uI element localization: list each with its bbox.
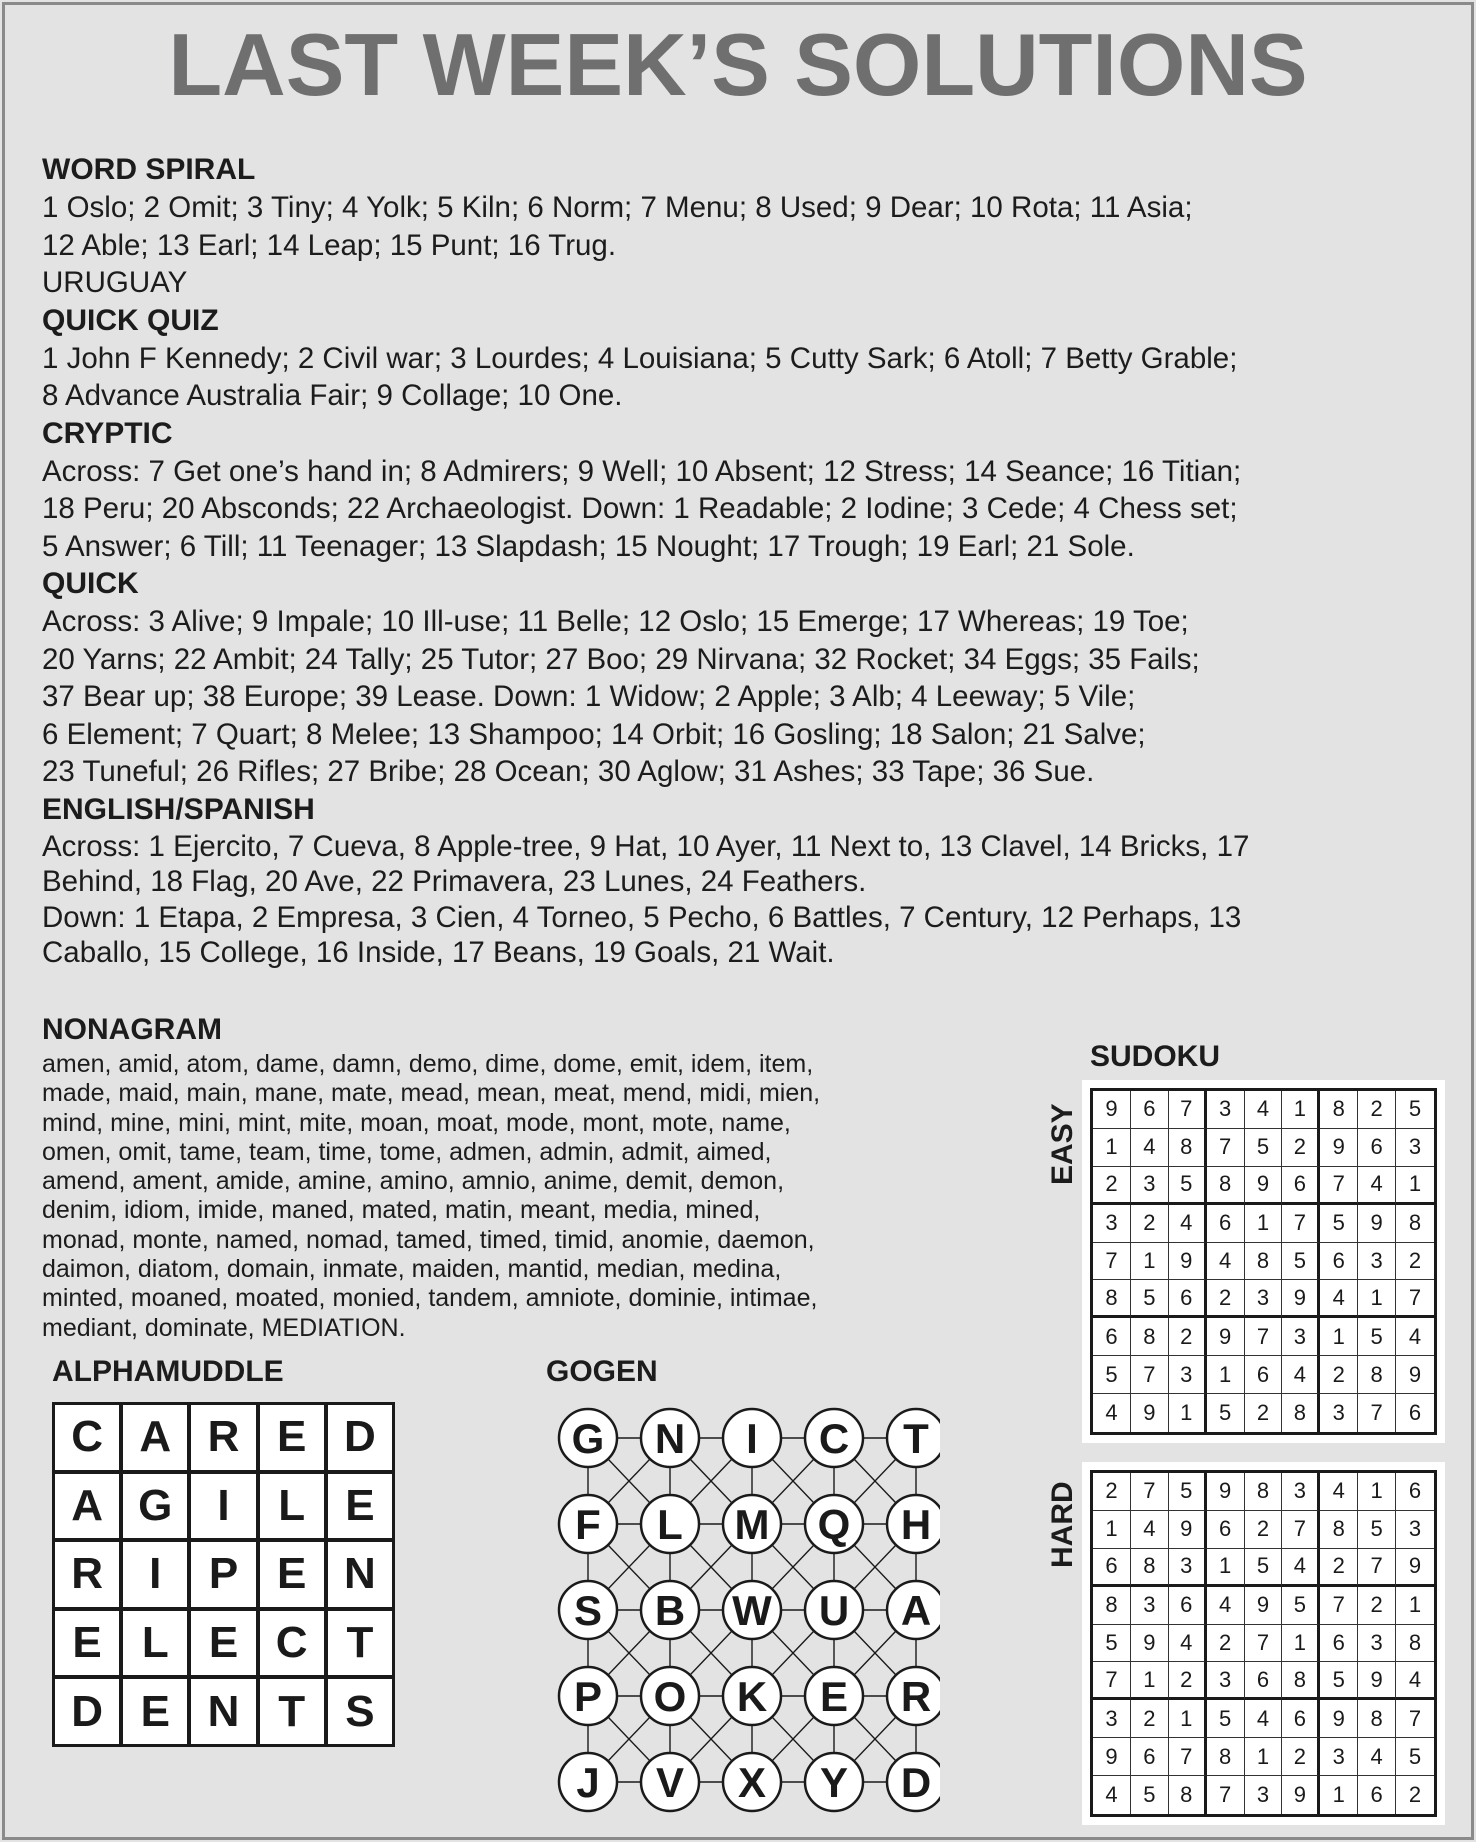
sudoku-cell: 8 — [1093, 1280, 1131, 1318]
gogen-letter: F — [575, 1501, 601, 1548]
sudoku-cell: 6 — [1358, 1129, 1396, 1167]
sudoku-cell: 4 — [1169, 1205, 1207, 1243]
alphamuddle-cell: E — [55, 1611, 119, 1676]
sudoku-cell: 9 — [1282, 1776, 1320, 1814]
sudoku-cell: 2 — [1396, 1776, 1434, 1814]
sudoku-cell: 4 — [1282, 1549, 1320, 1587]
sudoku-cell: 5 — [1169, 1473, 1207, 1511]
alphamuddle-title: ALPHAMUDDLE — [52, 1355, 284, 1388]
sudoku-cell: 5 — [1358, 1511, 1396, 1549]
sudoku-cell: 1 — [1093, 1511, 1131, 1549]
solutions-text — [42, 151, 1442, 971]
sudoku-cell: 4 — [1396, 1662, 1434, 1700]
sudoku-cell: 1 — [1207, 1356, 1245, 1394]
sudoku-cell: 5 — [1282, 1243, 1320, 1281]
section-line: omen, omit, tame, team, time, tome, admen, admin, admit, aimed, — [42, 1137, 772, 1166]
sudoku-cell: 3 — [1169, 1356, 1207, 1394]
sudoku-cell: 7 — [1131, 1356, 1169, 1394]
alphamuddle-cell: T — [260, 1679, 324, 1744]
section-word-spiral — [42, 151, 1442, 302]
sudoku-cell: 9 — [1245, 1587, 1283, 1625]
alphamuddle-cell: R — [55, 1542, 119, 1607]
sudoku-cell: 5 — [1131, 1280, 1169, 1318]
gogen-letter: G — [571, 1415, 605, 1462]
sudoku-cell: 1 — [1282, 1625, 1320, 1663]
sudoku-cell: 4 — [1282, 1356, 1320, 1394]
sudoku-cell: 9 — [1358, 1205, 1396, 1243]
sudoku-cell: 9 — [1131, 1394, 1169, 1432]
sudoku-cell: 9 — [1093, 1738, 1131, 1776]
sudoku-cell: 9 — [1207, 1473, 1245, 1511]
alphamuddle-cell: N — [328, 1542, 392, 1607]
alphamuddle-cell: A — [55, 1474, 119, 1539]
sudoku-cell: 2 — [1131, 1205, 1169, 1243]
sudoku-cell: 2 — [1131, 1700, 1169, 1738]
sudoku-cell: 6 — [1396, 1394, 1434, 1432]
section-title: QUICK — [42, 567, 139, 600]
sudoku-cell: 6 — [1207, 1205, 1245, 1243]
sudoku-cell: 6 — [1320, 1243, 1358, 1281]
sudoku-cell: 4 — [1245, 1700, 1283, 1738]
sudoku-cell: 8 — [1169, 1129, 1207, 1167]
sudoku-cell: 6 — [1093, 1549, 1131, 1587]
alphamuddle-cell: P — [191, 1542, 255, 1607]
sudoku-cell: 9 — [1131, 1625, 1169, 1663]
sudoku-cell: 2 — [1169, 1318, 1207, 1356]
sudoku-cell: 4 — [1358, 1738, 1396, 1776]
gogen-letter: K — [736, 1673, 768, 1720]
gogen-letter: X — [737, 1759, 767, 1806]
sudoku-hard-label: HARD — [1046, 1481, 1079, 1568]
sudoku-cell: 2 — [1358, 1587, 1396, 1625]
sudoku-cell: 1 — [1169, 1394, 1207, 1432]
gogen-grid — [550, 1400, 940, 1820]
sudoku-cell: 8 — [1396, 1625, 1434, 1663]
section-line: Down: 1 Etapa, 2 Empresa, 3 Cien, 4 Torneo, 5 Pecho, 6 Battles, 7 Century, 12 Perhaps, 13 — [42, 900, 1242, 934]
sudoku-cell: 5 — [1169, 1167, 1207, 1205]
sudoku-cell: 6 — [1207, 1511, 1245, 1549]
sudoku-cell: 6 — [1282, 1700, 1320, 1738]
sudoku-cell: 3 — [1207, 1662, 1245, 1700]
sudoku-cell: 4 — [1396, 1318, 1434, 1356]
sudoku-cell: 4 — [1131, 1129, 1169, 1167]
sudoku-cell: 1 — [1131, 1662, 1169, 1700]
alphamuddle-cell: D — [328, 1405, 392, 1470]
page-title: LAST WEEK’S SOLUTIONS — [168, 15, 1308, 114]
sudoku-cell: 5 — [1093, 1356, 1131, 1394]
sudoku-cell: 1 — [1207, 1549, 1245, 1587]
sudoku-cell: 2 — [1245, 1511, 1283, 1549]
sudoku-cell: 1 — [1358, 1280, 1396, 1318]
section-line: mind, mine, mini, mint, mite, moan, moat, mode, mont, mote, name, — [42, 1108, 791, 1137]
alphamuddle-cell: C — [260, 1611, 324, 1676]
sudoku-cell: 5 — [1396, 1091, 1434, 1129]
sudoku-easy-label: EASY — [1046, 1103, 1079, 1185]
sudoku-cell: 2 — [1282, 1738, 1320, 1776]
sudoku-cell: 7 — [1282, 1511, 1320, 1549]
section-title: NONAGRAM — [42, 1013, 222, 1046]
sudoku-cell: 5 — [1245, 1129, 1283, 1167]
alphamuddle-cell: R — [191, 1405, 255, 1470]
alphamuddle-cell: N — [191, 1679, 255, 1744]
sudoku-cell: 3 — [1093, 1205, 1131, 1243]
sudoku-cell: 7 — [1320, 1587, 1358, 1625]
gogen-letter: Y — [819, 1759, 849, 1806]
sudoku-cell: 9 — [1358, 1662, 1396, 1700]
sudoku-hard — [1082, 1462, 1445, 1825]
sudoku-cell: 1 — [1245, 1738, 1283, 1776]
sudoku-cell: 8 — [1282, 1394, 1320, 1432]
alphamuddle-cell: D — [55, 1679, 119, 1744]
gogen-letter: C — [818, 1415, 850, 1462]
sudoku-cell: 7 — [1245, 1625, 1283, 1663]
sudoku-cell: 2 — [1093, 1167, 1131, 1205]
gogen-letter: Q — [817, 1501, 851, 1548]
sudoku-cell: 7 — [1207, 1129, 1245, 1167]
section-title: CRYPTIC — [42, 416, 173, 450]
sudoku-title: SUDOKU — [1090, 1040, 1221, 1073]
sudoku-cell: 4 — [1207, 1587, 1245, 1625]
section-line: 18 Peru; 20 Absconds; 22 Archaeologist. Down: 1 Readable; 2 Iodine; 3 Cede; 4 Chess set; — [42, 492, 1238, 525]
sudoku-cell: 9 — [1207, 1318, 1245, 1356]
sudoku-cell: 3 — [1320, 1738, 1358, 1776]
alphamuddle-cell: I — [191, 1474, 255, 1539]
alphamuddle-cell: L — [260, 1474, 324, 1539]
sudoku-cell: 4 — [1093, 1776, 1131, 1814]
alphamuddle-cell: C — [55, 1405, 119, 1470]
sudoku-cell: 6 — [1245, 1356, 1283, 1394]
gogen-letter: N — [654, 1415, 686, 1462]
sudoku-cell: 7 — [1396, 1700, 1434, 1738]
section-line: minted, moaned, moated, monied, tandem, amniote, dominie, intimae, — [42, 1284, 818, 1313]
sudoku-cell: 7 — [1245, 1318, 1283, 1356]
section-quick-quiz — [42, 302, 1442, 415]
section-cryptic — [42, 415, 1442, 566]
section-line: 5 Answer; 6 Till; 11 Teenager; 13 Slapdash; 15 Nought; 17 Trough; 19 Earl; 21 Sole. — [42, 529, 1135, 563]
sudoku-cell: 3 — [1396, 1511, 1434, 1549]
sudoku-cell: 9 — [1320, 1129, 1358, 1167]
sudoku-cell: 7 — [1169, 1091, 1207, 1129]
sudoku-cell: 7 — [1093, 1662, 1131, 1700]
sudoku-cell: 3 — [1282, 1473, 1320, 1511]
sudoku-cell: 8 — [1093, 1587, 1131, 1625]
sudoku-cell: 7 — [1282, 1205, 1320, 1243]
sudoku-cell: 9 — [1282, 1280, 1320, 1318]
sudoku-easy-grid — [1090, 1088, 1437, 1435]
sudoku-cell: 9 — [1396, 1356, 1434, 1394]
sudoku-cell: 8 — [1396, 1205, 1434, 1243]
sudoku-cell: 2 — [1207, 1625, 1245, 1663]
section-line: 8 Advance Australia Fair; 9 Collage; 10 One. — [42, 379, 623, 412]
sudoku-cell: 7 — [1358, 1394, 1396, 1432]
section-line: Across: 1 Ejercito, 7 Cueva, 8 Apple-tree, 9 Hat, 10 Ayer, 11 Next to, 13 Clavel, 14 Bricks, 17 — [42, 829, 1250, 863]
sudoku-cell: 2 — [1245, 1394, 1283, 1432]
sudoku-cell: 2 — [1093, 1473, 1131, 1511]
section-line: Across: 7 Get one’s hand in; 8 Admirers; 9 Well; 10 Absent; 12 Stress; 14 Seance; 16 Titian; — [42, 454, 1242, 488]
sudoku-cell: 9 — [1169, 1511, 1207, 1549]
gogen-letter: E — [819, 1673, 849, 1720]
gogen-letter: A — [900, 1587, 932, 1634]
sudoku-cell: 1 — [1245, 1205, 1283, 1243]
section-line: 12 Able; 13 Earl; 14 Leap; 15 Punt; 16 Trug. — [42, 228, 617, 262]
sudoku-cell: 5 — [1396, 1738, 1434, 1776]
sudoku-cell: 5 — [1093, 1625, 1131, 1663]
sudoku-cell: 9 — [1093, 1091, 1131, 1129]
sudoku-cell: 8 — [1207, 1167, 1245, 1205]
sudoku-cell: 6 — [1131, 1091, 1169, 1129]
sudoku-cell: 1 — [1093, 1129, 1131, 1167]
sudoku-cell: 8 — [1169, 1776, 1207, 1814]
sudoku-cell: 7 — [1358, 1549, 1396, 1587]
sudoku-cell: 8 — [1131, 1549, 1169, 1587]
sudoku-cell: 8 — [1245, 1243, 1283, 1281]
alphamuddle-cell: I — [123, 1542, 187, 1607]
sudoku-cell: 6 — [1282, 1167, 1320, 1205]
alphamuddle-cell: E — [123, 1679, 187, 1744]
sudoku-cell: 7 — [1320, 1167, 1358, 1205]
sudoku-cell: 7 — [1131, 1473, 1169, 1511]
sudoku-cell: 8 — [1207, 1738, 1245, 1776]
sudoku-cell: 8 — [1282, 1662, 1320, 1700]
sudoku-cell: 5 — [1207, 1700, 1245, 1738]
sudoku-cell: 1 — [1131, 1243, 1169, 1281]
gogen-letter: T — [903, 1415, 929, 1462]
sudoku-cell: 1 — [1282, 1091, 1320, 1129]
section-title: WORD SPIRAL — [42, 153, 256, 186]
sudoku-cell: 1 — [1358, 1473, 1396, 1511]
gogen-letter: M — [734, 1501, 770, 1548]
sudoku-cell: 6 — [1320, 1625, 1358, 1663]
sudoku-cell: 9 — [1169, 1243, 1207, 1281]
section-line: Caballo, 15 College, 16 Inside, 17 Beans, 19 Goals, 21 Wait. — [42, 936, 835, 969]
sudoku-cell: 5 — [1320, 1205, 1358, 1243]
sudoku-cell: 8 — [1358, 1700, 1396, 1738]
gogen-letter: J — [576, 1759, 600, 1806]
gogen-letter: P — [573, 1673, 603, 1720]
sudoku-cell: 5 — [1207, 1394, 1245, 1432]
sudoku-cell: 5 — [1358, 1318, 1396, 1356]
sudoku-cell: 5 — [1320, 1662, 1358, 1700]
gogen-title: GOGEN — [546, 1355, 658, 1388]
sudoku-cell: 8 — [1358, 1356, 1396, 1394]
gogen-letter: S — [573, 1587, 603, 1634]
section-line: 37 Bear up; 38 Europe; 39 Lease. Down: 1 Widow; 2 Apple; 3 Alb; 4 Leeway; 5 Vile; — [42, 680, 1136, 713]
section-line: Across: 3 Alive; 9 Impale; 10 Ill-use; 11 Belle; 12 Oslo; 15 Emerge; 17 Whereas; 19 Toe; — [42, 605, 1189, 638]
section-line: monad, monte, named, nomad, tamed, timed, timid, anomie, daemon, — [42, 1225, 815, 1254]
gogen-letter: O — [653, 1673, 687, 1720]
sudoku-cell: 8 — [1245, 1473, 1283, 1511]
sudoku-cell: 8 — [1131, 1318, 1169, 1356]
alphamuddle-grid — [52, 1402, 395, 1747]
sudoku-cell: 9 — [1320, 1700, 1358, 1738]
gogen-letter: R — [900, 1673, 932, 1720]
sudoku-cell: 4 — [1207, 1243, 1245, 1281]
section-line: 20 Yarns; 22 Ambit; 24 Tally; 25 Tutor; 27 Boo; 29 Nirvana; 32 Rocket; 34 Eggs; 35 Fails; — [42, 642, 1200, 676]
section-line: 1 John F Kennedy; 2 Civil war; 3 Lourdes; 4 Louisiana; 5 Cutty Sark; 6 Atoll; 7 Betty Grable; — [42, 341, 1238, 375]
alphamuddle-cell: S — [328, 1679, 392, 1744]
sudoku-cell: 2 — [1320, 1549, 1358, 1587]
alphamuddle-cell: E — [191, 1611, 255, 1676]
sudoku-cell: 6 — [1396, 1473, 1434, 1511]
sudoku-cell: 3 — [1396, 1129, 1434, 1167]
section-line: 6 Element; 7 Quart; 8 Melee; 13 Shampoo; 14 Orbit; 16 Gosling; 18 Salon; 21 Salve; — [42, 717, 1146, 751]
section-line: amen, amid, atom, dame, damn, demo, dime, dome, emit, idem, item, — [42, 1050, 814, 1078]
sudoku-cell: 8 — [1320, 1511, 1358, 1549]
alphamuddle-cell: A — [123, 1405, 187, 1470]
sudoku-cell: 3 — [1282, 1318, 1320, 1356]
alphamuddle-cell: E — [260, 1405, 324, 1470]
sudoku-cell: 4 — [1131, 1511, 1169, 1549]
section-nonagram — [42, 1010, 972, 1343]
sudoku-cell: 3 — [1131, 1167, 1169, 1205]
gogen-letter: D — [900, 1759, 932, 1806]
sudoku-cell: 5 — [1282, 1587, 1320, 1625]
alphamuddle-cell: L — [123, 1611, 187, 1676]
sudoku-cell: 4 — [1358, 1167, 1396, 1205]
sudoku-cell: 3 — [1207, 1091, 1245, 1129]
sudoku-cell: 2 — [1320, 1356, 1358, 1394]
gogen-letter: W — [732, 1587, 772, 1634]
section-line: denim, idiom, imide, maned, mated, matin, meant, media, mined, — [42, 1196, 761, 1225]
sudoku-cell: 3 — [1358, 1625, 1396, 1663]
sudoku-cell: 6 — [1131, 1738, 1169, 1776]
sudoku-cell: 7 — [1093, 1243, 1131, 1281]
section-line: URUGUAY — [42, 266, 188, 299]
sudoku-cell: 2 — [1207, 1280, 1245, 1318]
section-line: Behind, 18 Flag, 20 Ave, 22 Primavera, 23 Lunes, 24 Feathers. — [42, 865, 867, 898]
sudoku-cell: 1 — [1396, 1167, 1434, 1205]
alphamuddle-cell: T — [328, 1611, 392, 1676]
sudoku-cell: 8 — [1320, 1091, 1358, 1129]
section-title: QUICK QUIZ — [42, 303, 219, 337]
sudoku-cell: 3 — [1358, 1243, 1396, 1281]
sudoku-cell: 1 — [1320, 1776, 1358, 1814]
sudoku-cell: 5 — [1131, 1776, 1169, 1814]
gogen-letter: B — [654, 1587, 686, 1634]
sudoku-cell: 3 — [1093, 1700, 1131, 1738]
gogen-letter: H — [900, 1501, 932, 1548]
gogen-letter: I — [746, 1415, 758, 1462]
section-line: made, maid, main, mane, mate, mead, mean, meat, mend, midi, mien, — [42, 1079, 821, 1108]
sudoku-cell: 2 — [1358, 1091, 1396, 1129]
sudoku-cell: 7 — [1396, 1280, 1434, 1318]
sudoku-cell: 4 — [1169, 1625, 1207, 1663]
sudoku-cell: 2 — [1282, 1129, 1320, 1167]
gogen-letter: V — [655, 1759, 685, 1806]
section-line: amend, ament, amide, amine, amino, amnio, anime, demit, demon, — [42, 1167, 785, 1196]
sudoku-cell: 6 — [1358, 1776, 1396, 1814]
sudoku-cell: 3 — [1131, 1587, 1169, 1625]
section-line: 1 Oslo; 2 Omit; 3 Tiny; 4 Yolk; 5 Kiln; 6 Norm; 7 Menu; 8 Used; 9 Dear; 10 Rota; 11 Asia; — [42, 191, 1193, 224]
sudoku-cell: 3 — [1245, 1776, 1283, 1814]
sudoku-cell: 9 — [1396, 1549, 1434, 1587]
sudoku-hard-grid — [1090, 1470, 1437, 1817]
sudoku-cell: 4 — [1320, 1280, 1358, 1318]
sudoku-cell: 1 — [1396, 1587, 1434, 1625]
sudoku-cell: 2 — [1396, 1243, 1434, 1281]
alphamuddle-cell: E — [328, 1474, 392, 1539]
sudoku-cell: 4 — [1093, 1394, 1131, 1432]
section-quick — [42, 565, 1442, 791]
sudoku-cell: 3 — [1245, 1280, 1283, 1318]
sudoku-cell: 3 — [1320, 1394, 1358, 1432]
sudoku-cell: 4 — [1320, 1473, 1358, 1511]
sudoku-cell: 1 — [1320, 1318, 1358, 1356]
sudoku-cell: 2 — [1169, 1662, 1207, 1700]
sudoku-cell: 6 — [1093, 1318, 1131, 1356]
alphamuddle-cell: E — [260, 1542, 324, 1607]
sudoku-cell: 3 — [1169, 1549, 1207, 1587]
alphamuddle-cell: G — [123, 1474, 187, 1539]
sudoku-cell: 5 — [1245, 1549, 1283, 1587]
sudoku-cell: 9 — [1245, 1167, 1283, 1205]
sudoku-cell: 6 — [1169, 1280, 1207, 1318]
sudoku-easy — [1082, 1080, 1445, 1443]
sudoku-cell: 6 — [1169, 1587, 1207, 1625]
sudoku-cell: 4 — [1245, 1091, 1283, 1129]
section-english-spanish — [42, 791, 1442, 971]
sudoku-cell: 7 — [1169, 1738, 1207, 1776]
section-line: mediant, dominate, MEDIATION. — [42, 1313, 406, 1342]
gogen-letter: U — [818, 1587, 850, 1634]
sudoku-cell: 6 — [1245, 1662, 1283, 1700]
section-line: daimon, diatom, domain, inmate, maiden, mantid, median, medina, — [42, 1255, 782, 1284]
sudoku-cell: 1 — [1169, 1700, 1207, 1738]
section-line: 23 Tuneful; 26 Rifles; 27 Bribe; 28 Ocean; 30 Aglow; 31 Ashes; 33 Tape; 36 Sue. — [42, 755, 1095, 788]
sudoku-cell: 7 — [1207, 1776, 1245, 1814]
gogen-letter: L — [657, 1501, 683, 1548]
section-title: ENGLISH/SPANISH — [42, 792, 315, 826]
